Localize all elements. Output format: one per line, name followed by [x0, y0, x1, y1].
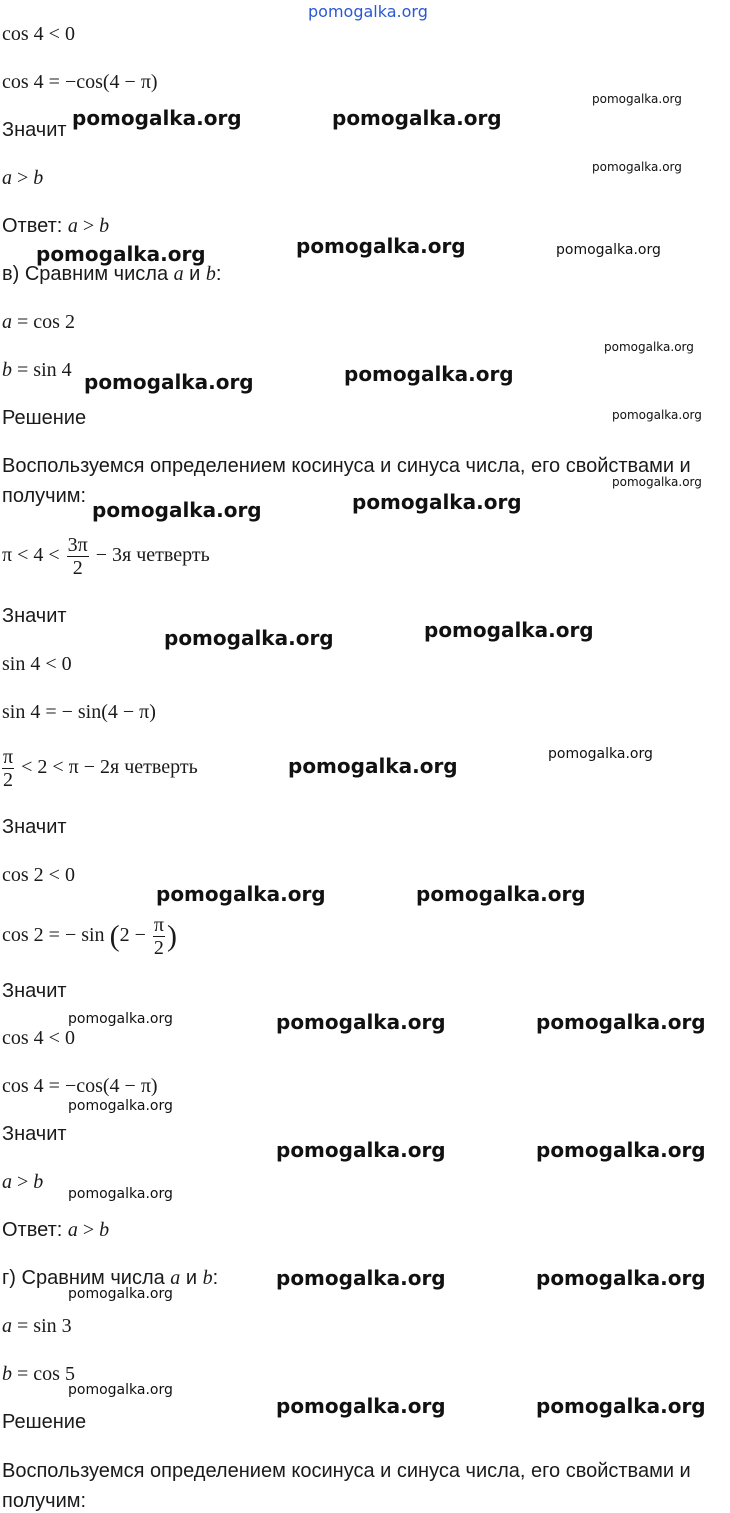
var-b: b — [202, 1267, 213, 1289]
var-a: a — [173, 263, 184, 285]
var-b: b — [2, 1363, 12, 1385]
watermark: pomogalka.org — [72, 106, 242, 130]
math-line — [2, 166, 43, 190]
text-line: Воспользуемся определением косинуса и синуса числа, его свойствами и — [2, 1460, 691, 1482]
watermark: pomogalka.org — [536, 1010, 706, 1034]
var-a: a — [67, 1219, 78, 1241]
text-line: Значит — [2, 119, 67, 141]
watermark: pomogalka.org — [592, 160, 682, 174]
watermark: pomogalka.org — [536, 1394, 706, 1418]
solution-heading: Решение — [2, 407, 87, 429]
heading-post: : — [215, 263, 222, 285]
answer-label: Ответ: — [2, 215, 68, 237]
var-a: a — [2, 1171, 12, 1193]
var-b: b — [33, 167, 44, 189]
watermark: pomogalka.org — [92, 498, 262, 522]
math-line — [2, 1314, 72, 1338]
text-line: Значит — [2, 605, 67, 627]
expr: cos 2 = − sin — [2, 924, 110, 946]
expr: = cos 2 — [12, 311, 75, 333]
text-line: cos 4 = −cos(4 − π) — [2, 1075, 158, 1097]
text-line: cos 4 = −cos(4 − π) — [2, 71, 158, 93]
heading-post: : — [212, 1267, 219, 1289]
var-b: b — [99, 215, 110, 237]
var-a: a — [2, 167, 12, 189]
watermark: pomogalka.org — [68, 1286, 173, 1302]
watermark: pomogalka.org — [276, 1394, 446, 1418]
watermark: pomogalka.org — [548, 746, 653, 762]
heading-mid: и — [180, 1267, 203, 1289]
denominator: 2 — [3, 768, 14, 791]
var-b: b — [99, 1219, 110, 1241]
expr: = sin 4 — [12, 359, 72, 381]
expr: < 2 < π − 2я четверть — [16, 756, 198, 778]
denominator: 2 — [153, 936, 164, 959]
header-watermark: pomogalka.org — [308, 2, 428, 21]
fraction — [2, 746, 14, 791]
text-line: sin 4 < 0 — [2, 653, 72, 675]
var-a: a — [170, 1267, 181, 1289]
watermark: pomogalka.org — [276, 1266, 446, 1290]
watermark: pomogalka.org — [156, 882, 326, 906]
text-line: cos 2 < 0 — [2, 864, 75, 886]
text-line: получим: — [2, 485, 87, 507]
watermark: pomogalka.org — [276, 1138, 446, 1162]
answer-line — [2, 1218, 109, 1242]
watermark: pomogalka.org — [68, 1382, 173, 1398]
numerator: 3π — [67, 533, 88, 556]
math-line — [2, 310, 75, 334]
numerator: π — [3, 745, 14, 768]
heading-pre: в) Сравним числа — [2, 263, 174, 285]
answer-line — [2, 214, 109, 238]
var-a: a — [2, 1315, 12, 1337]
expr: 2 − — [119, 924, 151, 946]
watermark: pomogalka.org — [592, 92, 682, 106]
paren: ) — [166, 919, 177, 953]
fraction — [153, 914, 165, 959]
op: > — [12, 1171, 34, 1193]
expr: = sin 3 — [12, 1315, 72, 1337]
text-line: cos 4 < 0 — [2, 1027, 75, 1049]
watermark: pomogalka.org — [332, 106, 502, 130]
watermark: pomogalka.org — [416, 882, 586, 906]
watermark: pomogalka.org — [68, 1098, 173, 1114]
denominator: 2 — [72, 556, 83, 579]
watermark: pomogalka.org — [424, 618, 594, 642]
math-line — [2, 530, 210, 580]
var-b: b — [33, 1171, 44, 1193]
op: > — [77, 1219, 100, 1241]
text-line: cos 4 < 0 — [2, 23, 75, 45]
text-line: Значит — [2, 816, 67, 838]
watermark: pomogalka.org — [556, 242, 661, 258]
math-line — [2, 742, 198, 792]
numerator: π — [153, 913, 164, 936]
text-line: Воспользуемся определением косинуса и синуса числа, его свойствами и — [2, 455, 691, 477]
text-line: Значит — [2, 980, 67, 1002]
watermark: pomogalka.org — [536, 1266, 706, 1290]
var-a: a — [2, 311, 12, 333]
watermark: pomogalka.org — [84, 370, 254, 394]
watermark: pomogalka.org — [536, 1138, 706, 1162]
math-line — [2, 910, 177, 960]
watermark: pomogalka.org — [68, 1186, 173, 1202]
var-b: b — [2, 359, 12, 381]
watermark: pomogalka.org — [164, 626, 334, 650]
heading-pre: г) Сравним числа — [2, 1267, 171, 1289]
text-line: sin 4 = − sin(4 − π) — [2, 701, 156, 723]
math-line — [2, 1362, 75, 1386]
watermark: pomogalka.org — [36, 242, 206, 266]
answer-label: Ответ: — [2, 1219, 68, 1241]
var-b: b — [205, 263, 216, 285]
watermark: pomogalka.org — [352, 490, 522, 514]
fraction — [67, 534, 89, 579]
watermark: pomogalka.org — [276, 1010, 446, 1034]
expr: π < 4 < — [2, 544, 65, 566]
watermark: pomogalka.org — [604, 340, 694, 354]
math-line — [2, 358, 72, 382]
text-line: получим: — [2, 1490, 87, 1512]
watermark: pomogalka.org — [296, 234, 466, 258]
solution-heading: Решение — [2, 1411, 87, 1433]
math-line — [2, 1170, 43, 1194]
expr: − 3я четверть — [90, 544, 210, 566]
op: > — [77, 215, 100, 237]
watermark: pomogalka.org — [288, 754, 458, 778]
watermark: pomogalka.org — [612, 408, 702, 422]
expr: = cos 5 — [12, 1363, 75, 1385]
paren: ( — [109, 919, 120, 953]
watermark: pomogalka.org — [68, 1011, 173, 1027]
watermark: pomogalka.org — [344, 362, 514, 386]
heading-mid: и — [183, 263, 206, 285]
op: > — [12, 167, 34, 189]
var-a: a — [67, 215, 78, 237]
watermark: pomogalka.org — [612, 475, 702, 489]
text-line: Значит — [2, 1123, 67, 1145]
